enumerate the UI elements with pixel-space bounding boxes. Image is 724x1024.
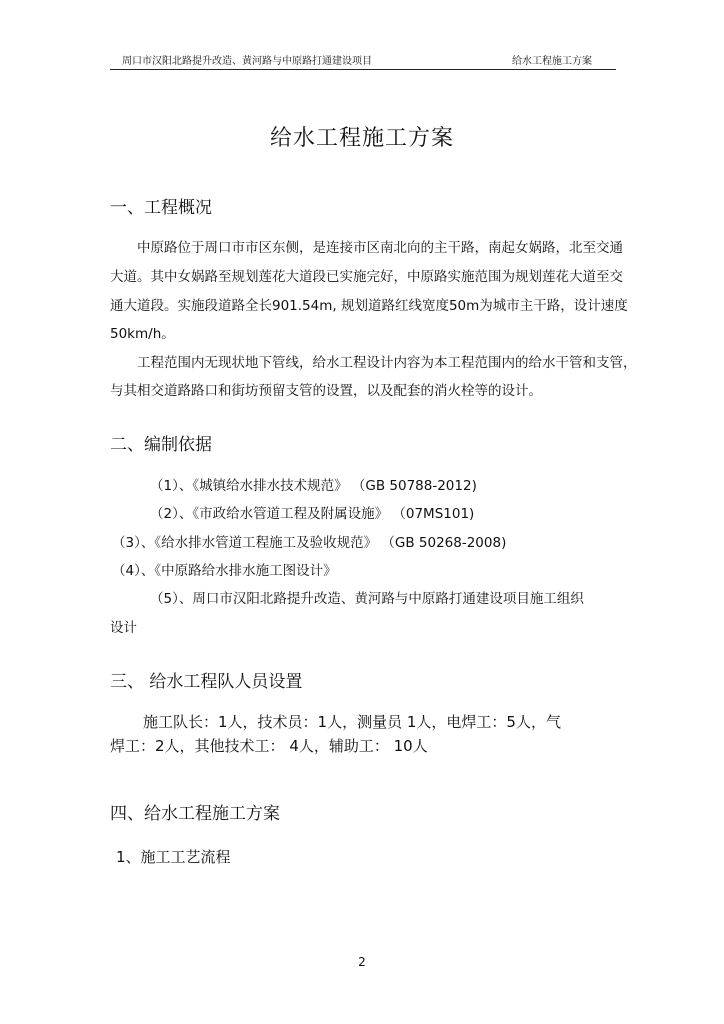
- page-title: 给水工程施工方案: [269, 126, 454, 151]
- overview-line-4: 50km/h。: [110, 326, 175, 342]
- header-project-name: 周口市汉阳北路提升改造、黄河路与中原路打通建设项目: [122, 56, 372, 67]
- scope-line-1: 工程范围内无现状地下管线，给水工程设计内容为本工程范围内的给水干管和支管，: [137, 355, 637, 371]
- basis-item-5: （5）、周口市汉阳北路提升改造、黄河路与中原路打通建设项目施工组织: [150, 591, 584, 607]
- overview-line-1: 中原路位于周口市市区东侧，是连接市区南北向的主干路，南起女娲路，北至交通: [137, 240, 623, 256]
- page-number: 2: [358, 955, 366, 969]
- section-2-heading: 二、编制依据: [110, 435, 212, 455]
- header-rule: [110, 69, 616, 70]
- basis-item-4: （4）、《中原路给水排水施工图设计》: [112, 563, 337, 579]
- scope-line-2: 与其相交道路路口和街坊预留支管的设置，以及配套的消火栓等的设计。: [110, 383, 542, 399]
- section-1-heading: 一、工程概况: [110, 198, 212, 218]
- basis-item-3: （3）、《给水排水管道工程施工及验收规范》 （GB 50268-2008): [112, 535, 507, 551]
- overview-line-2: 大道。其中女娲路至规划莲花大道段已实施完好，中原路实施范围为规划莲花大道至交: [110, 269, 623, 285]
- overview-line-3: 通大道段。实施段道路全长901.54m, 规划道路红线宽度50m为城市主干路，设计速度: [110, 298, 628, 314]
- section-4-heading: 四、给水工程施工方案: [110, 804, 280, 824]
- basis-item-1: （1）、《城镇给水排水技术规范》 （GB 50788-2012): [150, 478, 477, 494]
- staff-line-1: 施工队长：1人，技术员：1人，测量员 1人，电焊工：5人，气: [143, 713, 561, 731]
- subsection-process-heading: 1、施工工艺流程: [116, 848, 231, 866]
- section-3-heading: 三、 给水工程队人员设置: [110, 672, 303, 692]
- basis-item-5-continued: 设计: [110, 620, 137, 636]
- staff-line-2: 焊工：2人，其他技术工： 4人，辅助工： 10人: [110, 737, 428, 755]
- basis-item-2: （2）、《市政给水管道工程及附属设施》 （07MS101): [150, 506, 475, 522]
- header-document-name: 给水工程施工方案: [512, 56, 592, 67]
